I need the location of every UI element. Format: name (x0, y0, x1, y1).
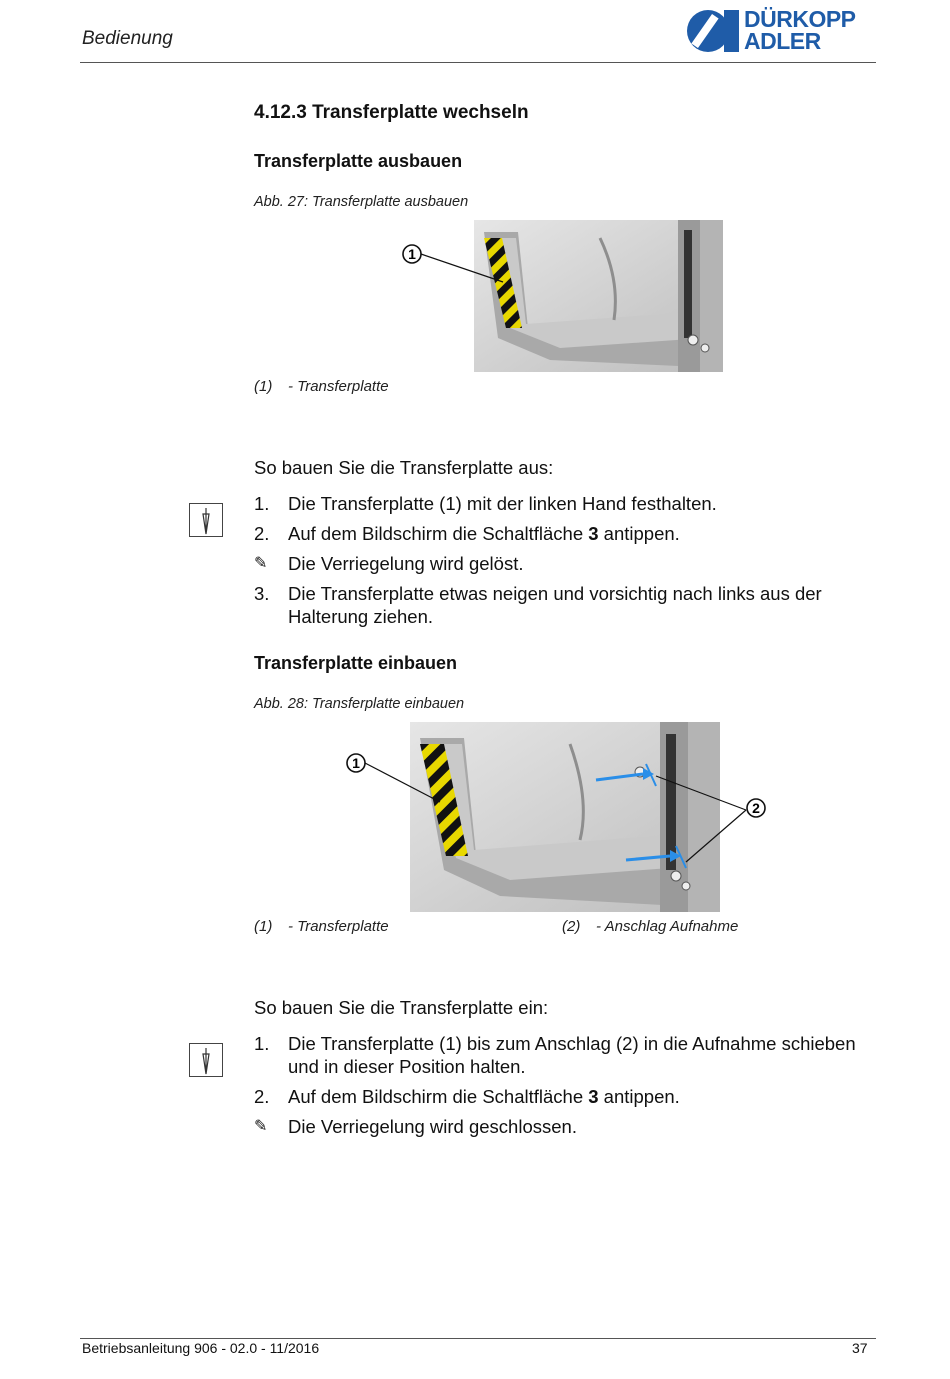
figure-28-legend-text-1: - Transferplatte (288, 918, 389, 935)
figure-28-callout-1: 1 (352, 755, 360, 771)
instruction-note-icon (189, 1043, 223, 1077)
step-text-end: antippen. (598, 1086, 680, 1107)
logo-line-1: DÜRKOPP (744, 6, 856, 32)
figure-28-callout-2: 2 (752, 800, 760, 816)
figure-27-photo (474, 220, 723, 372)
remove-steps (254, 492, 874, 635)
figure-27-caption: Abb. 27: Transferplatte ausbauen (254, 194, 469, 210)
step-text-end: antippen. (598, 523, 680, 544)
install-heading: Transferplatte einbauen (254, 653, 458, 673)
step-item (254, 522, 874, 545)
figure-27-callout-1: 1 (408, 246, 416, 262)
step-item (254, 1085, 874, 1108)
duerkopp-adler-logo (686, 6, 876, 56)
figure-27-legend-num-1: (1) (254, 378, 273, 395)
result-text: Die Verriegelung wird gelöst. (288, 553, 524, 574)
step-text: Die Transferplatte (1) bis zum Anschlag (2) in die Aufnahme schieben und in dieser Position halten. (288, 1033, 856, 1077)
install-steps (254, 1032, 874, 1145)
logo-mark-icon (686, 6, 742, 56)
result-item (254, 552, 874, 575)
step-number: 3. (254, 583, 270, 604)
step-number: 2. (254, 523, 270, 544)
button-number: 3 (588, 523, 599, 544)
remove-heading: Transferplatte ausbauen (254, 151, 463, 171)
result-text: Die Verriegelung wird geschlossen. (288, 1116, 577, 1137)
step-item (254, 492, 874, 515)
step-item (254, 1032, 874, 1078)
result-arrow-icon: ✎ (254, 555, 268, 572)
footer-divider (80, 1338, 876, 1339)
figure-28-caption: Abb. 28: Transferplatte einbauen (254, 696, 465, 712)
figure-27 (400, 220, 730, 375)
step-item (254, 582, 874, 628)
figure-28-legend-num-2: (2) (562, 918, 581, 935)
step-text: Die Transferplatte etwas neigen und vorsichtig nach links aus der Halterung ziehen. (288, 583, 822, 627)
step-number: 1. (254, 493, 270, 514)
figure-28-legend-num-1: (1) (254, 918, 273, 935)
figure-28 (340, 720, 780, 915)
header-divider (80, 62, 876, 63)
figure-28-legend-text-2: - Anschlag Aufnahme (596, 918, 739, 935)
figure-27-legend-text-1: - Transferplatte (288, 378, 389, 395)
result-arrow-icon: ✎ (254, 1118, 268, 1135)
section-title: 4.12.3 Transferplatte wechseln (254, 102, 529, 123)
step-text: Auf dem Bildschirm die Schaltfläche (288, 1086, 589, 1107)
logo-line-2: ADLER (744, 28, 821, 54)
install-intro: So bauen Sie die Transferplatte ein: (254, 997, 549, 1018)
result-item (254, 1115, 874, 1138)
step-text: Auf dem Bildschirm die Schaltfläche (288, 523, 589, 544)
page-number: 37 (852, 1340, 868, 1356)
step-text: Die Transferplatte (1) mit der linken Hand festhalten. (288, 493, 717, 514)
step-number: 1. (254, 1033, 270, 1054)
running-header-title: Bedienung (82, 28, 173, 49)
footer-document-id: Betriebsanleitung 906 - 02.0 - 11/2016 (82, 1340, 320, 1356)
remove-intro: So bauen Sie die Transferplatte aus: (254, 457, 554, 478)
figure-28-photo (410, 722, 720, 912)
step-number: 2. (254, 1086, 270, 1107)
instruction-note-icon (189, 503, 223, 537)
button-number: 3 (588, 1086, 599, 1107)
